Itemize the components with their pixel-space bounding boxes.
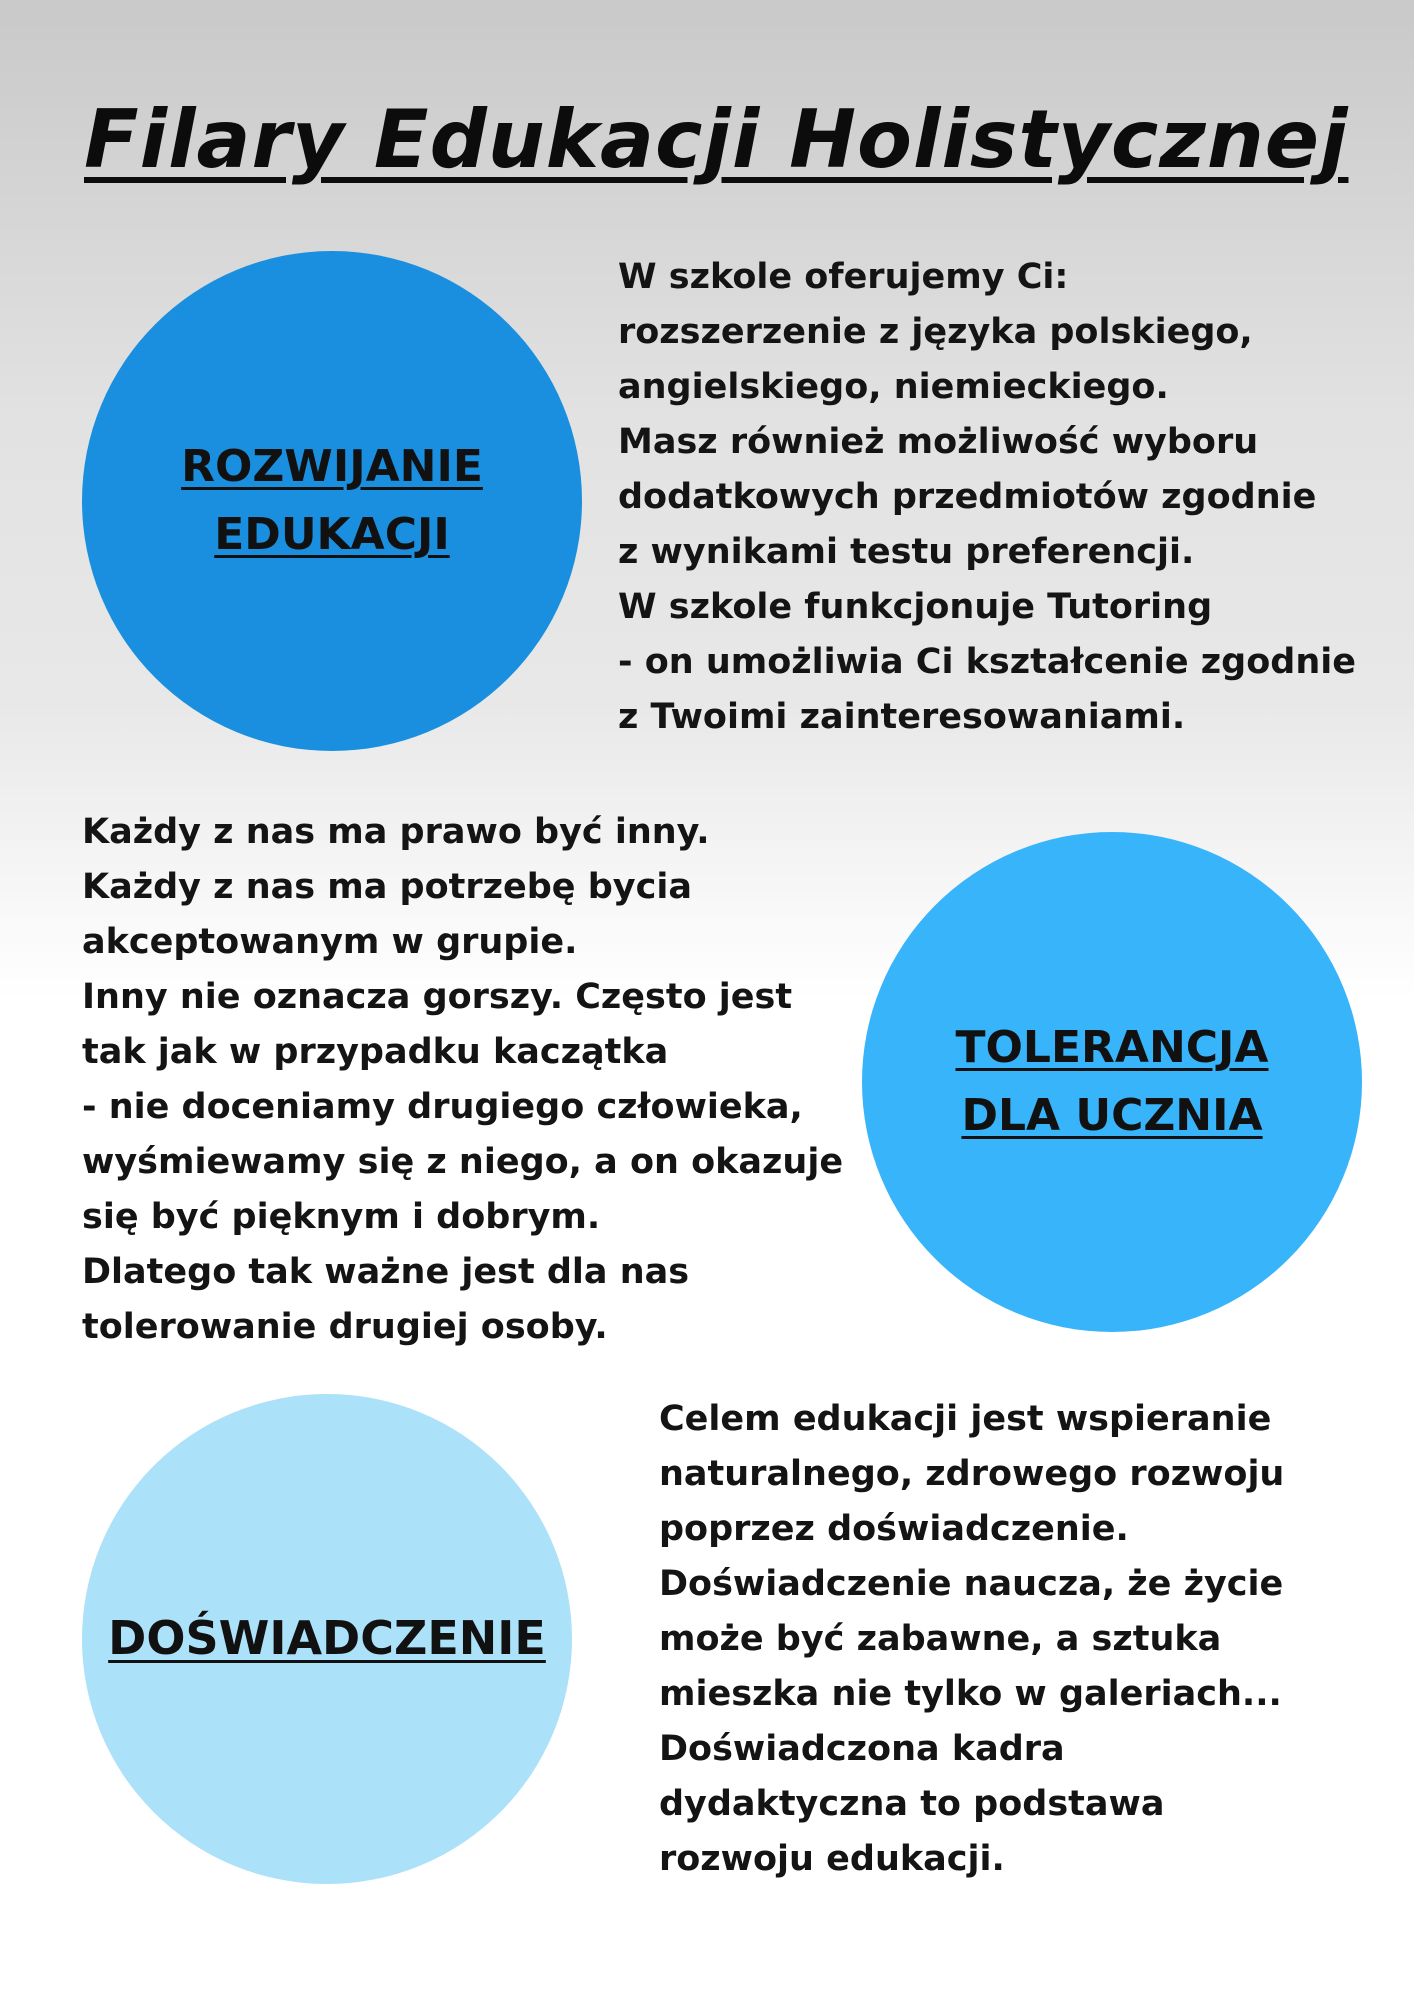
page-title: Filary Edukacji Holistycznej	[84, 93, 1349, 186]
circle-label-rozwijanie-edukacji: ROZWIJANIE EDUKACJI	[181, 440, 483, 560]
circle-label-tolerancja-dla-ucznia: TOLERANCJA DLA UCZNIA	[955, 1021, 1269, 1141]
text-tolerancja: Każdy z nas ma prawo być inny. Każdy z nas ma potrzebę bycia akceptowanym w grupie. Inny nie oznacza gorszy. Często jest tak jak w przypadku kaczątka - nie doceniamy drugiego człowieka, wyśmiewamy się z niego, a on okazuje się być pięknym i dobrym. Dlatego tak ważne jest dla nas tolerowanie drugiej osoby.	[82, 812, 844, 1347]
circle-doswiadczenie	[82, 1394, 572, 1884]
circle-label-doswiadczenie: DOŚWIADCZENIE	[108, 1611, 546, 1666]
text-doswiadczenie: Celem edukacji jest wspieranie naturalnego, zdrowego rozwoju poprzez doświadczenie. Doświadczenie naucza, że życie może być zabawne, a sztuka mieszka nie tylko w galeriach... Doświadczona kadra dydaktyczna to podstawa rozwoju edukacji.	[659, 1399, 1285, 1879]
circle-rozwijanie-edukacji	[82, 251, 582, 751]
text-rozwijanie-edukacji: W szkole oferujemy Ci: rozszerzenie z języka polskiego, angielskiego, niemieckiego. Masz również możliwość wyboru dodatkowych przedmiotów zgodnie z wynikami testu preferencji. W szkole funkcjonuje Tutoring - on umożliwia Ci kształcenie zgodnie z Twoimi zainteresowaniami.	[618, 257, 1356, 737]
circle-tolerancja-dla-ucznia	[862, 832, 1362, 1332]
